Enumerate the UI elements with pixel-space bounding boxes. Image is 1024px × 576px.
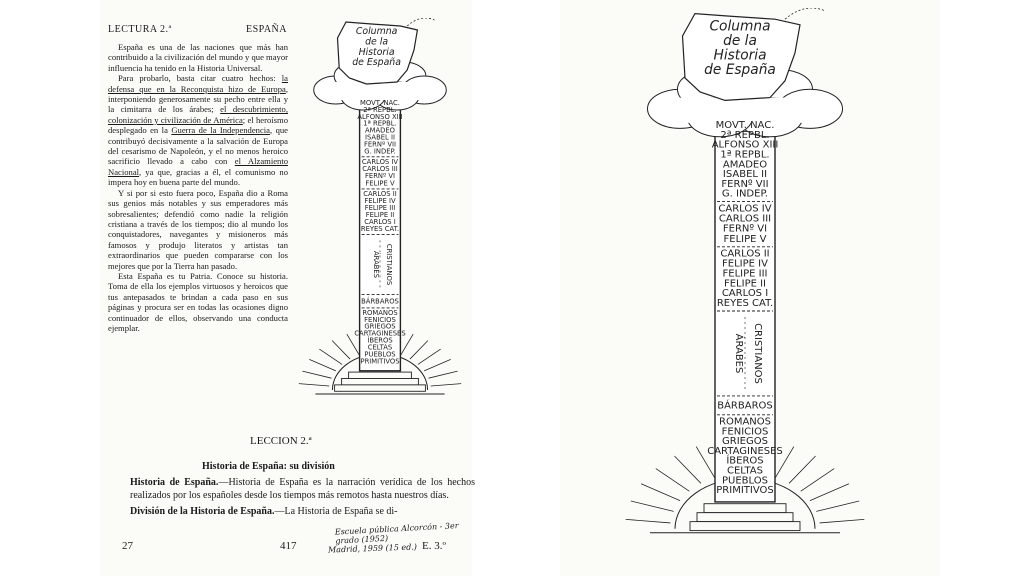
column-label: BÁRBAROS [717, 400, 773, 412]
right-book-page [560, 0, 940, 576]
underlined-phrase: el descubrimiento, colonización y civilización de América [108, 104, 288, 125]
column-label: ÍBEROS [726, 455, 764, 467]
column-label: PUEBLOS [722, 475, 768, 487]
page-number-left: 27 [122, 540, 133, 552]
column-label: FELIPE II [723, 278, 767, 290]
lesson-body [130, 477, 475, 523]
sun-ray [631, 501, 674, 511]
column-label: CARLOS II [363, 189, 397, 198]
paragraph-text: Esta España es tu Patria. Conoce su historia. Toma de ella los ejemplos virtuosos y heroicos que tus antepasados te brindan a cada paso en sus páginas y procura ser en todas las ocasiones digno continuador de ellos, observando una conducta ejemplar. [108, 270, 288, 333]
map-title-line: Historia [358, 46, 395, 58]
handwritten-note-2: Madrid, 1959 (15 ed.) [327, 542, 418, 555]
column-label: FELIPE III [722, 268, 768, 280]
column-label: 2ª REPBL. [720, 129, 770, 141]
pyrenees-border [785, 8, 825, 19]
page-number-center: 417 [280, 540, 297, 552]
lesson-subtitle: Historia de España: su división [202, 461, 335, 472]
column-label: CARTAGINESES [707, 445, 783, 457]
column-label: FELIPE IV [364, 196, 396, 205]
column-label: FELIPE V [723, 233, 767, 245]
left-book-page [100, 0, 475, 576]
paragraph-text: Para probarlo, basta citar cuatro hechos: [118, 73, 282, 84]
reading-body-text [108, 42, 288, 333]
column-label: 1ª REPBL. [720, 149, 770, 161]
map-title-line: de la [365, 36, 389, 48]
column-label: FELIPE IV [722, 258, 768, 270]
column-step [342, 378, 419, 384]
column-label: MOVT. NAC. [360, 98, 400, 107]
sun-ray [810, 484, 849, 501]
column-label: FERNº VI [722, 223, 768, 235]
lesson-definition-division: —La Historia de España se di- [274, 506, 398, 517]
sun-ray [641, 484, 680, 501]
signature-mark: E. 3.º [422, 540, 446, 552]
sun-ray [429, 371, 458, 378]
column-label: CELTAS [367, 343, 393, 352]
sun-ray [332, 340, 350, 359]
handwritten-note-1: Escuela pública Alcorcón - 3er grado (1952) [334, 521, 459, 546]
column-step [335, 385, 426, 391]
column-label: PRIMITIVOS [360, 357, 400, 366]
column-label: FELIPE V [365, 179, 395, 188]
column-label: CARLOS I [364, 217, 396, 226]
underlined-phrase: la defensa que en la Reconquista hizo de Europa [108, 73, 288, 94]
sun-ray [789, 456, 815, 483]
column-label: CARLOS I [721, 288, 769, 300]
column-label: FERNº VII [363, 140, 397, 149]
map-title-line: Columna [709, 18, 771, 35]
column-label: ISABEL II [722, 169, 768, 181]
column-label: CARTAGINESES [354, 329, 406, 338]
column-label: FERNº VII [721, 178, 769, 190]
underlined-phrase: Guerra de la Independencia [171, 125, 270, 136]
column-label: 1ª REPBL. [363, 119, 397, 128]
column-step [697, 513, 793, 522]
column-label: GRIEGOS [364, 322, 396, 331]
column-label: PUEBLOS [364, 350, 396, 359]
paragraph-text: España es una de las naciones que más han contribuido a la civilización del mundo y que mayor influencia ha tenido en la Historia Universal. [108, 42, 288, 73]
sun-ray [816, 501, 859, 511]
column-label: AMADEO [364, 126, 396, 135]
map-title-line: Historia [713, 47, 767, 64]
column-label: 2ª REPBL. [363, 105, 397, 114]
sun-ray [299, 384, 329, 386]
paragraph-text: , ya que, gracias a él, el comunismo no impera hoy en buena parte del mundo. [108, 166, 288, 188]
lesson-title: LECCION 2.ª [250, 435, 312, 447]
column-label: FENICIOS [364, 315, 396, 324]
pyrenees-border [407, 18, 434, 26]
column-label: FERNº VI [364, 172, 396, 181]
column-label: FELIPE III [364, 203, 396, 212]
sun-ray [410, 340, 428, 359]
lesson-definition-historia: —Historia de España es la narración verídica de los hechos realizados por los españoles desde los tiempos más remotos hasta nuestros días. [130, 477, 475, 501]
column-label: GRIEGOS [722, 436, 768, 448]
map-title-line: de España [352, 57, 401, 69]
column-label: G. INDEP. [721, 188, 769, 200]
sun-ray [302, 371, 331, 378]
column-label: ISABEL II [364, 133, 396, 142]
sun-ray [431, 384, 461, 386]
history-column-diagram-small [295, 18, 465, 418]
column-label: ROMANOS [362, 308, 398, 317]
cloud-fill [329, 82, 431, 100]
sun-ray [674, 456, 700, 483]
body-paragraph [108, 271, 288, 333]
column-label: MOVT. NAC. [715, 120, 775, 132]
column-label: CARLOS II [720, 248, 770, 260]
running-head-right: ESPAÑA [246, 24, 287, 35]
map-title-line: de España [704, 62, 776, 79]
sun-ray [309, 359, 336, 370]
column-step [704, 504, 786, 513]
sun-ray [424, 359, 451, 370]
cloud-fill [670, 98, 820, 123]
column-label-vertical: CRISTIANOS [384, 243, 393, 286]
column-label: BÁRBAROS [361, 297, 399, 306]
lesson-term-division: División de la Historia de España. [130, 506, 275, 517]
column-label: PRIMITIVOS [716, 485, 774, 497]
sun-ray [820, 519, 865, 523]
paragraph-text: Y si por si esto fuera poco, España dio a Roma sus genios más notables y sus emperadores más sobresalientes; defendió como nadie la religión cristiana a través de los tiempos; dio al mundo los conquistadores, navegantes y misioneros más famosos y produjo literatos y artistas tan extraordinarios que pueden compararse con los mejores que por la Tierra han pasado. [108, 187, 288, 271]
column-label: ÍBEROS [367, 336, 393, 345]
column-label: REYES CAT. [716, 298, 774, 310]
column-step [690, 522, 800, 531]
lesson-term-historia: Historia de España. [130, 477, 219, 488]
history-column-diagram-large [620, 8, 870, 568]
underlined-phrase: el Alzamiento Nacional [108, 156, 289, 177]
sun-ray [418, 349, 441, 364]
sun-ray [801, 469, 834, 492]
column-label-vertical: CRISTIANOS [752, 323, 764, 384]
column-label: ALFONSO XIII [711, 139, 779, 151]
column-label: ROMANOS [719, 416, 771, 428]
column-label: CARLOS IV [361, 157, 399, 166]
sun-ray [319, 349, 342, 364]
body-paragraph [108, 73, 288, 187]
column-label: FELIPE II [365, 210, 395, 219]
body-paragraph [108, 42, 288, 73]
map-title-line: Columna [355, 26, 398, 37]
sun-ray [626, 519, 671, 523]
column-label: CELTAS [726, 465, 764, 477]
column-label-vertical: ÁRABES [371, 250, 380, 279]
column-step [349, 372, 412, 378]
paragraph-text: , que contribuyó decisivamente a la salvación de Europa del cesarismo de Napoleón, y el no menos heroico sacrificio llevado a cabo con [108, 125, 288, 167]
paragraph-text: ; el heroísmo desplegado en la [108, 114, 288, 136]
column-label: REYES CAT. [360, 224, 400, 233]
body-paragraph [108, 188, 288, 271]
column-label: CARLOS III [362, 165, 398, 174]
column-label-vertical: ÁRABES [733, 333, 744, 374]
column-label: CARLOS IV [718, 203, 772, 215]
paragraph-text: , interponiendo generosamente su pecho entre ella y la cimitarra de los árabes; [108, 83, 288, 115]
column-label: G. INDEP. [364, 147, 396, 156]
column-label: FENICIOS [721, 426, 769, 438]
map-title-line: de la [723, 32, 757, 49]
column-label: ALFONSO XIII [357, 112, 403, 121]
column-label: AMADEO [722, 159, 768, 171]
column-label: CARLOS III [718, 213, 772, 225]
running-head-left: LECTURA 2.ª [108, 24, 172, 35]
sun-ray [656, 469, 689, 492]
